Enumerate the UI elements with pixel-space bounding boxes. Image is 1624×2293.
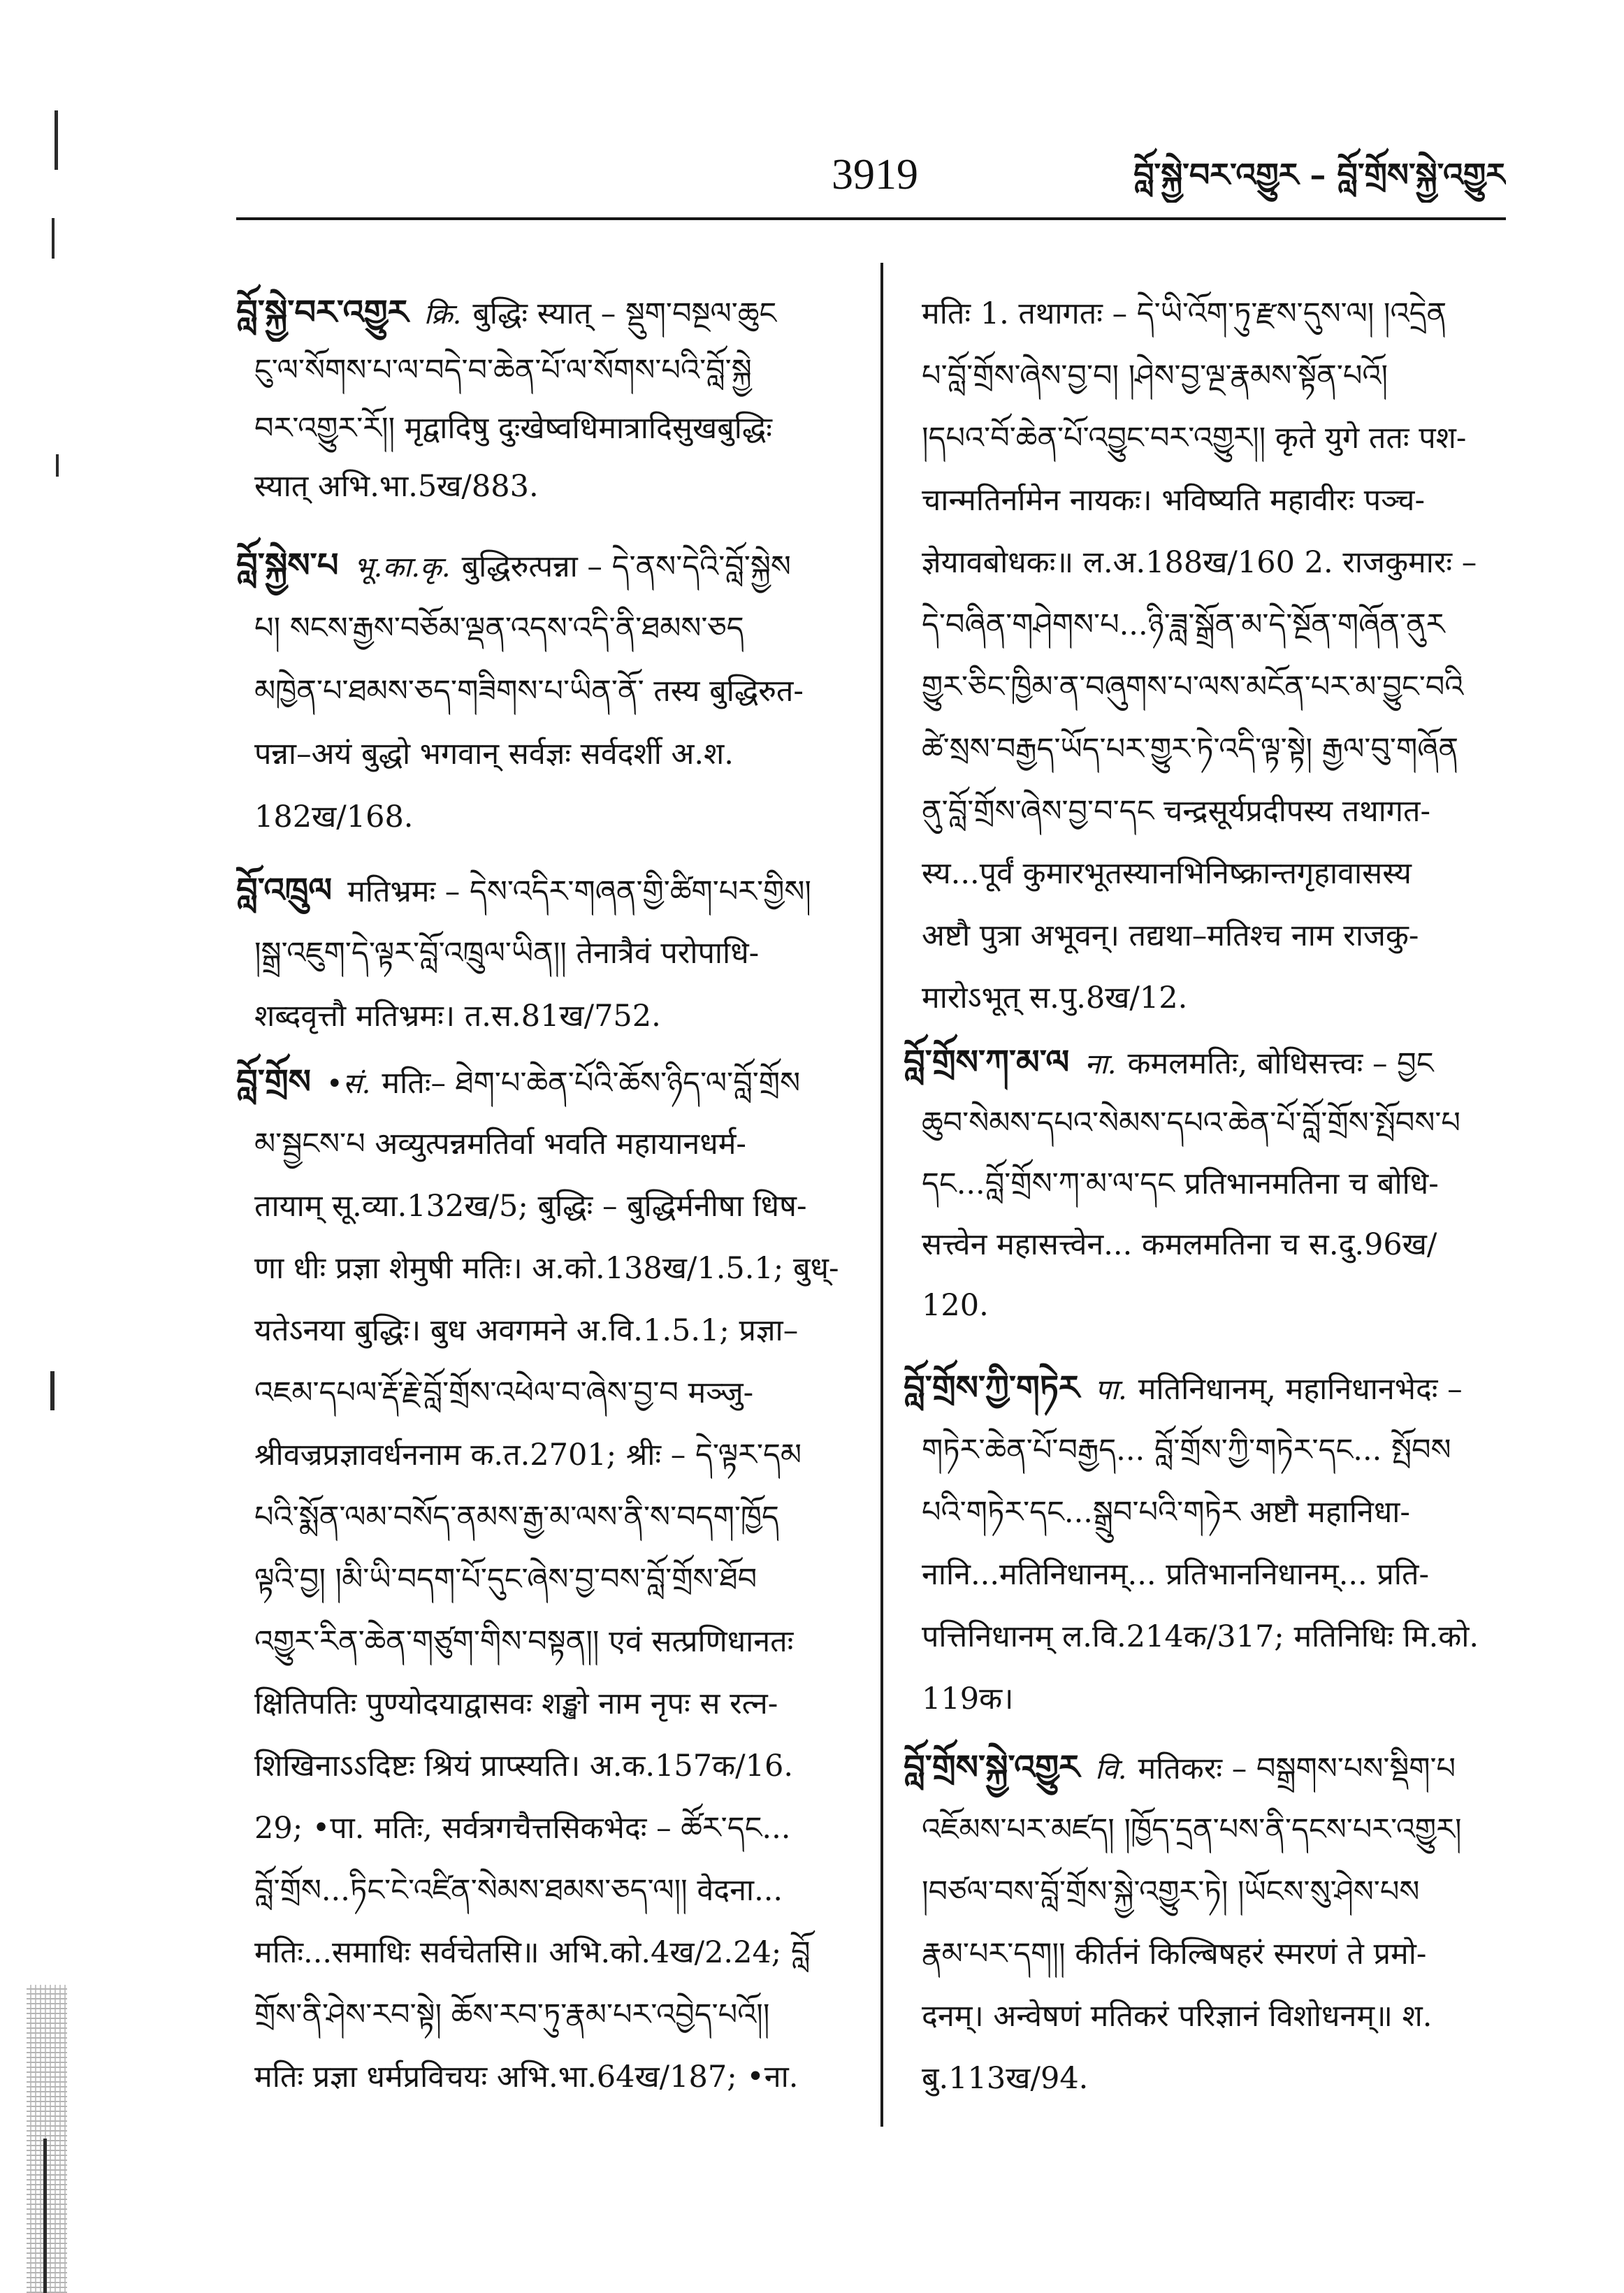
page-number: 3919 <box>832 151 918 198</box>
headword: བློ་གྲོས་ཀ་མ་ལ <box>904 1043 1070 1082</box>
dictionary-entry-continued <box>904 283 1506 1029</box>
headword: བློ་འཁྲུལ <box>236 871 333 910</box>
entry-line: དང...བློ་གྲོས་ཀ་མ་ལ་དང प्रतिभानमतिना च बोधि- <box>922 1166 1439 1201</box>
running-head: བློ་སྐྱེ་བར་འགྱུར – བློ་གྲོས་སྐྱེ་འགྱུར <box>1133 156 1506 194</box>
headword: བློ་སྐྱེ་བར་འགྱུར <box>236 293 409 332</box>
entry-line: །སྒྲ་འཇུག་དེ་ལྟར་བློ་འཁྲུལ་ཡིན།། तेनात्रैवं परोपाधि- <box>254 936 760 971</box>
entry-line <box>236 1051 849 1113</box>
entry-line: यतेऽनया बुद्धिः। बुध अवगमने अ.वि.1.5.1; प्रज्ञा– <box>254 1313 799 1348</box>
entry-line: 120. <box>922 1288 989 1323</box>
scan-margin-mark <box>55 110 58 170</box>
entry-line: མཁྱེན་པ་ཐམས་ཅད་གཟིགས་པ་ཡིན་ནོ་ तस्य बुद्धिरुत- <box>254 674 804 709</box>
entry-line: པའི་སྨོན་ལམ་བསོད་ནམས་རྒྱ་མ་ལས་ནི་ས་བདག་ཁྱོད <box>254 1500 779 1535</box>
entry-line: 29; •पा. मतिः, सर्वत्रगचैत्तसिकभेदः – ཚོར་དང... <box>254 1811 791 1846</box>
entry-line: ངུ་ལ་སོགས་པ་ལ་བདེ་བ་ཆེན་པོ་ལ་སོགས་པའི་བློ་སྐྱེ <box>254 353 752 388</box>
entry-line: ནུ་བློ་གྲོས་ཞེས་བྱ་བ་དང चन्द्रसूर्यप्रदीपस्य तथागत- <box>922 794 1431 829</box>
entry-line: རྣམ་པར་དག།། कीर्तनं किल्बिषहरं स्मरणं ते प्रमो- <box>922 1937 1427 1972</box>
entry-line: नानि...मतिनिधानम्... प्रतिभाननिधानम्... प्रति- <box>922 1557 1430 1592</box>
entry-line: ཆུབ་སེམས་དཔའ་སེམས་དཔའ་ཆེན་པོ་བློ་གྲོས་སྤོབས་པ <box>922 1106 1460 1141</box>
entry-line: मतिः...समाधिः सर्वचेतसि॥ अभि.को.4ख/2.24; བློ <box>254 1935 811 1970</box>
entry-line: །བཙལ་བས་བློ་གྲོས་སྐྱེ་འགྱུར་ཏེ། །ཡོངས་སུ་ཤེས་པས <box>922 1874 1420 1909</box>
entry-line: འཇམ་དཔལ་རྡོ་རྗེ་བློ་གྲོས་འཕེལ་བ་ཞེས་བྱ་བ मञ्जु- <box>254 1375 754 1410</box>
entry-line: चान्मतिर्नामेन नायकः। भविष्यति महावीरः पञ्च- <box>922 483 1426 518</box>
entry-line: अष्टौ पुत्रा अभूवन्। तद्यथा–मतिश्च नाम राजकु- <box>922 918 1419 953</box>
entry-text: मतिकरः – བསྒྲགས་པས་སྡིག་པ <box>1138 1751 1456 1786</box>
entry-line: དེ་བཞིན་གཤེགས་པ...ཉི་ཟླ་སྒྲོན་མ་དེ་སྔོན་གཞོན་ནུར <box>922 607 1445 642</box>
entry-line <box>236 534 849 597</box>
entry-line: बु.113ख/94. <box>922 2061 1089 2096</box>
entry-line: शब्दवृत्तौ मतिभ्रमः। त.स.81ख/752. <box>254 999 661 1034</box>
entry-line: मतिः प्रज्ञा धर्मप्रविचयः अभि.भा.64ख/187; •ना. <box>254 2060 799 2095</box>
entry-line: 119क। <box>922 1681 1014 1716</box>
headword: བློ་གྲོས <box>236 1062 312 1101</box>
entry-line: འཇོམས་པར་མཛད། །ཁྱོད་དྲན་པས་ནི་དངས་པར་འགྱུར། <box>922 1812 1462 1847</box>
entry-line: མ་སྦྱངས་པ अव्युत्पन्नमतिर्वा भवति महायानधर्म- <box>254 1127 746 1162</box>
entry-line: तायाम् सू.व्या.132ख/5; बुद्धिः – बुद्धिर्मनीषा धिष- <box>254 1189 807 1224</box>
part-of-speech: क्रि. <box>423 298 462 331</box>
part-of-speech: पा. <box>1094 1374 1127 1406</box>
entry-line: 182ख/168. <box>254 800 414 834</box>
entry-line <box>904 1737 1506 1799</box>
part-of-speech: •सं. <box>326 1068 371 1100</box>
dictionary-entry <box>236 1051 849 2108</box>
column-divider <box>880 263 883 2127</box>
entry-line: क्षितिपतिः पुण्योदयाद्वासवः शङ्खो नाम नृपः स रत्न- <box>254 1686 778 1721</box>
entry-line: स्यात् अभि.भा.5ख/883. <box>254 469 539 504</box>
entry-line: सत्त्वेन महासत्त्वेन... कमलमतिना च स.दु.96ख/ <box>922 1227 1437 1262</box>
dictionary-entry <box>236 534 849 848</box>
entry-line <box>236 859 849 922</box>
entry-line <box>236 284 849 342</box>
part-of-speech: वि. <box>1095 1753 1127 1786</box>
scan-margin-mark <box>52 218 55 259</box>
entry-line: स्य...पूर्वं कुमारभूतस्यानभिनिष्क्रान्तगृहावासस्य <box>922 856 1412 891</box>
entry-line: བར་འགྱུར་རོ།། मृद्वादिषु दुःखेष्वधिमात्रादिसुखबुद्धिः <box>254 411 772 446</box>
entry-line: पन्ना–अयं बुद्धो भगवान् सर्वज्ञः सर्वदर्शी अ.श. <box>254 737 734 772</box>
entry-text: बुद्धिः स्यात् – སྡུག་བསྔལ་ཆུང <box>472 296 777 331</box>
entry-text: मतिः– ཐེག་པ་ཆེན་པོའི་ཆོས་ཉིད་ལ་བློ་གྲོས <box>382 1066 801 1101</box>
entry-line: གཏེར་ཆེན་པོ་བརྒྱད... བློ་གྲོས་ཀྱི་གཏེར་དང... སྤོབས <box>922 1433 1451 1468</box>
entry-line: पत्तिनिधानम् ल.वि.214क/317; मतिनिधिः मि.को. <box>922 1619 1479 1654</box>
scan-margin-mark <box>43 2139 47 2293</box>
entry-line: मारोऽभूत् स.पु.8ख/12. <box>922 981 1188 1015</box>
entry-line: གྱུར་ཅིང་ཁྱིམ་ན་བཞུགས་པ་ལས་མངོན་པར་མ་བྱུང་བའི <box>922 670 1464 704</box>
entry-line: པ་བློ་གྲོས་ཞེས་བྱ་བ། །ཤེས་བྱ་ལྔ་རྣམས་སྟོན་པའོ། <box>922 359 1389 393</box>
entry-line: दनम्। अन्वेषणं मतिकरं परिज्ञानं विशोधनम्॥ श. <box>922 1999 1433 2034</box>
dictionary-entry <box>236 859 849 1048</box>
scan-edge-noise <box>27 1985 67 2293</box>
entry-text: कमलमतिः, बोधिसत्त्वः – བྱང <box>1127 1046 1434 1081</box>
entry-line <box>904 1032 1506 1093</box>
entry-line: གྲོས་ནི་ཤེས་རབ་སྟེ། ཆོས་རབ་ཏུ་རྣམ་པར་འབྱེད་པའོ།། <box>254 1997 770 2032</box>
entry-line: ཚེ་སྲས་བརྒྱད་ཡོད་པར་གྱུར་ཏེ་འདི་ལྟ་སྟེ། རྒྱལ་བུ་གཞོན <box>922 732 1459 767</box>
headword: བློ་གྲོས་སྐྱེ་འགྱུར <box>904 1748 1080 1787</box>
entry-line: འགྱུར་རིན་ཆེན་གཙུག་གིས་བསྟན།། एवं सत्प्रणिधानतः <box>254 1624 794 1659</box>
header-rule <box>236 217 1506 220</box>
headword: བློ་གྲོས་ཀྱི་གཏེར <box>904 1368 1080 1408</box>
scan-margin-mark <box>50 1371 55 1410</box>
entry-line: ज्ञेयावबोधकः॥ ल.अ.188ख/160 2. राजकुमारः – <box>922 545 1477 580</box>
part-of-speech: ना. <box>1085 1048 1117 1080</box>
dictionary-entry <box>236 284 849 516</box>
entry-line: པ། སངས་རྒྱས་བཅོམ་ལྡན་འདས་འདི་ནི་ཐམས་ཅད <box>254 611 744 646</box>
entry-line: मतिः 1. तथागतः – དེ་ཡི་འོག་ཏུ་རྫས་དུས་ལ། །འདྲེན <box>922 296 1447 331</box>
dictionary-entry <box>904 1032 1506 1336</box>
entry-line: པའི་གཏེར་དང...སྒྲུབ་པའི་གཏེར अष्टौ महानिधा- <box>922 1495 1410 1530</box>
entry-line <box>904 1357 1506 1419</box>
entry-text: बुद्धिरुत्पन्ना – དེ་ནས་དེའི་བློ་སྐྱེས <box>461 549 791 584</box>
entry-text: मतिभ्रमः – དེས་འདིར་གཞན་གྱི་ཚིག་པར་གྱིས། <box>347 874 811 909</box>
scan-margin-mark <box>56 454 59 477</box>
entry-line: བློ་གྲོས...ཏིང་ངེ་འཛིན་སེམས་ཐམས་ཅད་ལ།། वेदना... <box>254 1873 783 1908</box>
dictionary-entry <box>904 1737 1506 2110</box>
entry-line: शिखिनाऽऽदिष्टः श्रियं प्राप्स्यति। अ.क.157क/16. <box>254 1749 794 1784</box>
entry-text: मतिनिधानम्, महानिधानभेदः – <box>1138 1372 1463 1407</box>
entry-line: श्रीवज्रप्रज्ञावर्धननाम क.त.2701; श्रीः – དེ་ལྟར་དམ <box>254 1438 802 1473</box>
entry-line: ལྟའི་བྱ། །མི་ཡི་བདག་པོ་དུང་ཞེས་བྱ་བས་བློ་གྲོས་ཐོབ <box>254 1562 757 1597</box>
entry-line: णा धीः प्रज्ञा शेमुषी मतिः। अ.को.138ख/1.5.1; बुध्- <box>254 1251 839 1286</box>
entry-line: །དཔའ་བོ་ཆེན་པོ་འབྱུང་བར་འགྱུར།། कृते युगे ततः पश- <box>922 421 1467 456</box>
headword: བློ་སྐྱེས་པ <box>236 546 339 585</box>
dictionary-entry <box>904 1357 1506 1730</box>
part-of-speech: भू.का.कृ. <box>354 551 451 584</box>
